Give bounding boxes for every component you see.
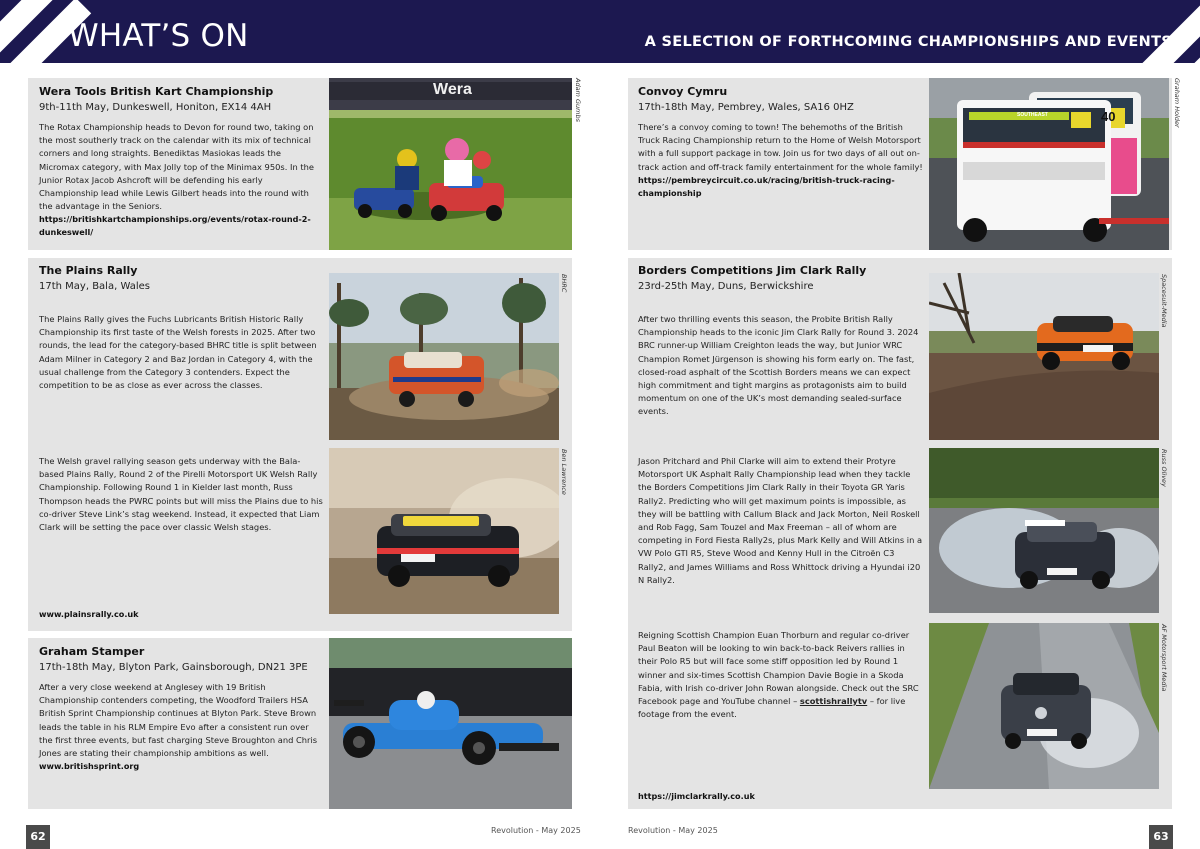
photo-credit: Adam Gumbs xyxy=(574,78,582,122)
page-subtitle: A SELECTION OF FORTHCOMING CHAMPIONSHIPS AND EVENTS xyxy=(644,34,1172,50)
event-body xyxy=(638,629,923,721)
photo-credit: Russ Olivey xyxy=(1160,449,1168,487)
event-title: Graham Stamper xyxy=(39,645,145,658)
event-body: The Plains Rally gives the Fuchs Lubricants British Historic Rally Championship its first taste of the Welsh forests in 2025. After two rounds, the lead for the category-based BHRC title is split between Adam Milner in Category 2 and Baz Jordan in Category 4, with the usual challenge from the Category 3 contenders. Expect the competition to be as close as ever across the classes. xyxy=(39,314,317,391)
event-date: 9th-11th May, Dunkeswell, Honiton, EX14 4AH xyxy=(39,102,272,113)
event-title: Borders Competitions Jim Clark Rally xyxy=(638,264,867,277)
event-body: There’s a convoy coming to town! The behemoths of the British Truck Racing Championship return to the Home of Welsh Motorsport with a full support package in tow. Join us for two days of all out on-track action and off-track family entertainment for the whole family! xyxy=(638,122,923,172)
event-body: After a very close weekend at Anglesey with 19 British Championship contenders competing, the Woodford Trailers HSA British Sprint Championship continues at Blyton Park. Steve Brown leads the table in his RLM Empire Evo after a consistent run over the first three events, but fast charging Steve Broughton and Chris Jones are stating their championship ambitions as well. xyxy=(39,682,318,759)
wet-road-rally-car-photo xyxy=(929,623,1159,789)
kart-racing-photo xyxy=(329,78,572,250)
page-number-right: 63 xyxy=(1149,825,1173,849)
tarmac-rally-car-photo xyxy=(929,273,1159,440)
photo-credit: Graham Holder xyxy=(1173,78,1181,128)
event-link[interactable]: https://jimclarkrally.co.uk xyxy=(638,791,755,801)
event-link[interactable]: www.plainsrally.co.uk xyxy=(39,609,139,619)
water-splash-rally-car-photo xyxy=(929,448,1159,613)
truck-number: 40 xyxy=(1101,109,1116,124)
footer-publication: Revolution - May 2025 xyxy=(491,826,581,835)
photo-credit: AF Motorsport Media xyxy=(1160,624,1168,692)
event-date: 17th-18th May, Pembrey, Wales, SA16 0HZ xyxy=(638,102,854,113)
footer-publication: Revolution - May 2025 xyxy=(628,826,718,835)
historic-rally-car-photo xyxy=(329,273,559,440)
header-stripe xyxy=(1141,0,1200,63)
page-number-left: 62 xyxy=(26,825,50,849)
event-date: 17th-18th May, Blyton Park, Gainsborough, DN21 3PE xyxy=(39,662,308,673)
photo-credit: Spacesuit-Media xyxy=(1160,274,1168,328)
event-date: 23rd-25th May, Duns, Berwickshire xyxy=(638,281,814,292)
event-body-text: – for live footage from the event. xyxy=(638,696,906,720)
event-body: The Rotax Championship heads to Devon for round two, taking on the most southerly track on the calendar with its mix of technical corners and long straights. Benediktas Masiokas leads the Micromax category, with Max Jolly top of the Minimax 950s. In the Junior Rotax Jacob Ashcroft will be defending his early Championship lead while Lewis Gilbert heads into the round with the advantage in the Seniors. xyxy=(39,122,314,212)
event-body-text: Reigning Scottish Champion Euan Thorburn and regular co-driver Paul Beaton will be looking to win back-to-back Reivers rallies in their Polo R5 but will face some stiff opposition led by Round 1 winner and six-times Scottish Champion Davie Bogie in a Skoda Fabia, with Irish co-driver John Rowan alongside. Check out the SRC Facebook page and YouTube channel – xyxy=(638,630,919,707)
event-body: After two thrilling events this season, the Probite British Rally Championship heads to the iconic Jim Clark Rally for Round 3. 2024 BRC runner-up William Creighton leads the way, but Junior WRC Champion Romet Jürgenson is showing his form early on. The fast, closed-road asphalt of the Scottish Borders means we can expect high commitment and tight margins as protagonists aim to build momentum on one of the UK’s most demanding sealed-surface events. xyxy=(638,314,919,417)
kart-banner-text: Wera xyxy=(433,81,472,98)
sprint-car-photo xyxy=(329,638,572,809)
event-link[interactable]: https://britishkartchampionships.org/events/rotax-round-2-dunkeswell/ xyxy=(39,214,311,238)
event-title: The Plains Rally xyxy=(39,264,138,277)
event-title: Convoy Cymru xyxy=(638,85,728,98)
race-truck-photo xyxy=(929,78,1169,250)
photo-credit: BHRC xyxy=(560,274,568,293)
youtube-handle-link[interactable]: scottishrallytv xyxy=(799,696,868,707)
event-title: Wera Tools British Kart Championship xyxy=(39,85,274,98)
photo-credit: Ben Lawrence xyxy=(560,449,568,495)
page-title: WHAT’S ON xyxy=(68,18,249,54)
page-header xyxy=(0,0,1200,63)
event-date: 17th May, Bala, Wales xyxy=(39,281,150,292)
event-body: The Welsh gravel rallying season gets underway with the Bala-based Plains Rally, Round 2 of the Pirelli Motorsport UK Welsh Rally Championship. Following Round 1 in Kielder last month, Russ Thompson heads the PWRC points but will miss the Plains due to his co-driver Steve Link’s stag weekend. Instead, it expected that Liam Clark will be setting the pace over classic Welsh stages. xyxy=(39,456,323,533)
fiesta-rally-car-photo xyxy=(329,448,559,614)
event-link[interactable]: https://pembreycircuit.co.uk/racing/british-truck-racing-championship xyxy=(638,174,895,198)
truck-sponsor: SOUTHEAST xyxy=(1017,112,1048,118)
event-body: Jason Pritchard and Phil Clarke will aim to extend their Protyre Motorsport UK Asphalt Rally Championship lead when they tackle the Borders Competitions Jim Clark Rally in their Toyota GR Yaris Rally2. Predicting who will get maximum points is impossible, as they will be battling with Callum Black and Jack Morton, Neil Roskell and Rob Fagg, Sam Touzel and Max Freeman – all of whom are competing in Ford Fiesta Rally2s, plus Mark Kelly and Will Atkins in a VW Polo GTI R5, Steve Wood and Kenny Hull in the Citroën C3 Rally2, and James Williams and Ross Whittock driving a Hyundai i20 N Rally2. xyxy=(638,456,923,585)
event-link[interactable]: www.britishsprint.org xyxy=(39,761,140,772)
